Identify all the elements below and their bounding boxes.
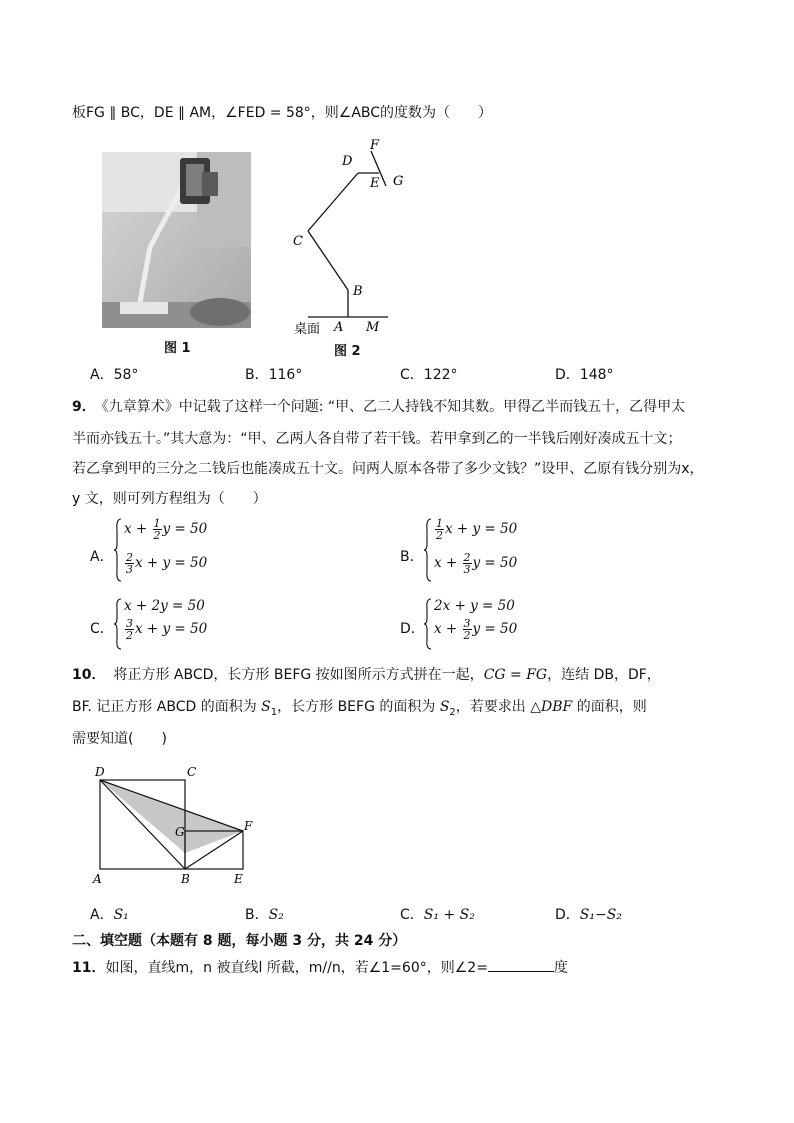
q10-option-d[interactable]: D．S₁−S₂	[555, 907, 622, 923]
q9-option-b-system[interactable]	[424, 516, 534, 584]
q8-figure1-photo	[102, 152, 251, 328]
q10-option-c[interactable]: C．S₁ + S₂	[400, 907, 475, 923]
q8-option-a[interactable]: A．58°	[90, 367, 139, 383]
lamp-photo-icon	[102, 152, 251, 328]
q8-option-c[interactable]: C．122°	[400, 367, 458, 383]
q8-stem: 板FG ∥ BC，DE ∥ AM，∠FED = 58°，则∠ABC的度数为（ ）	[72, 105, 493, 121]
equation: x + $\frac{2}{3}$ y = 50	[434, 551, 518, 576]
q9-option-c-system[interactable]	[114, 596, 224, 652]
label-g: G	[393, 174, 404, 189]
label-desk: 桌面	[294, 322, 321, 337]
q11-stem: 11．如图，直线m，n 被直线l 所截，m//n，若∠1=60°，则∠2= 度	[72, 960, 568, 976]
label-a: A	[93, 872, 102, 886]
q9-option-c-label[interactable]: C．	[90, 621, 114, 637]
brace-icon	[424, 518, 432, 582]
label-b: B	[353, 284, 363, 299]
q10-figure	[88, 764, 263, 889]
label-d: D	[342, 154, 353, 169]
segment-cd	[308, 173, 358, 231]
q9-line3: 若乙拿到甲的三分之二钱后也能凑成五十文。问两人原本各带了多少文钱？”设甲、乙原有钱分别为x，	[72, 461, 704, 477]
q10-line1: 10． 将正方形 ABCD，长方形 BEFG 按如图所示方式拼在一起，CG = FG，连结 DB，DF，	[72, 667, 661, 683]
segment-bc	[308, 231, 348, 290]
label-a: A	[334, 320, 344, 335]
q9-option-d-label[interactable]: D．	[400, 621, 425, 637]
brace-icon	[424, 598, 432, 650]
q10-option-a[interactable]: A．S₁	[90, 907, 129, 923]
q8-figure2-diagram	[282, 135, 402, 365]
label-m: M	[366, 320, 380, 335]
brace-icon	[114, 598, 122, 650]
label-e: E	[370, 176, 380, 191]
triangle-dbf	[100, 780, 243, 853]
q9-line4: y 文，则可列方程组为（ ）	[72, 491, 267, 507]
square-rectangle-diagram	[88, 764, 263, 889]
equation: $\frac{1}{2}$ x + y = 50	[436, 517, 518, 542]
equation: 2x + y = 50	[434, 598, 515, 614]
q8-option-d[interactable]: D．148°	[555, 367, 614, 383]
label-b: B	[181, 872, 190, 886]
q9-line2: 半而亦钱五十。”其大意为：“甲、乙两人各自带了若干钱。若甲拿到乙的一半钱后刚好凑成五十文；	[72, 431, 682, 447]
section-2-title: 二、填空题（本题有 8 题，每小题 3 分，共 24 分）	[72, 933, 407, 949]
label-d: D	[95, 765, 105, 779]
q10-line2: BF. 记正方形 ABCD 的面积为 $S_1$，长方形 BEFG 的面积为 $S_2$，若要求出 △DBF 的面积，则	[72, 699, 647, 718]
answer-blank[interactable]	[488, 959, 554, 972]
q9-option-d-system[interactable]	[424, 596, 534, 652]
label-f: F	[244, 819, 253, 833]
label-c: C	[187, 765, 197, 779]
equation: $\frac{2}{3}$ x + y = 50	[126, 551, 208, 576]
q10-line3: 需要知道( )	[72, 731, 167, 747]
equation: x + 2y = 50	[124, 598, 205, 614]
label-g: G	[175, 825, 185, 839]
label-c: C	[293, 234, 303, 249]
q8-fig2-caption: 图 2	[334, 344, 361, 359]
q9-option-a-label[interactable]: A．	[90, 549, 114, 565]
q9-option-a-system[interactable]	[114, 516, 224, 584]
lamp-diagram	[282, 135, 402, 365]
equation: x + $\frac{3}{2}$ y = 50	[434, 617, 518, 642]
q8-option-b[interactable]: B．116°	[245, 367, 303, 383]
q9-option-b-label[interactable]: B．	[400, 549, 424, 565]
label-e: E	[234, 872, 243, 886]
q10-option-b[interactable]: B．S₂	[245, 907, 284, 923]
brace-icon	[114, 518, 122, 582]
label-f: F	[370, 138, 380, 153]
q9-line1: 9． 《九章算术》中记载了这样一个问题: “甲、乙二人持钱不知其数。甲得乙半而钱五十，乙得甲太	[72, 399, 686, 415]
equation: x + $\frac{1}{2}$ y = 50	[124, 517, 208, 542]
q8-fig1-caption: 图 1	[164, 341, 191, 356]
equation: $\frac{3}{2}$ x + y = 50	[126, 617, 208, 642]
